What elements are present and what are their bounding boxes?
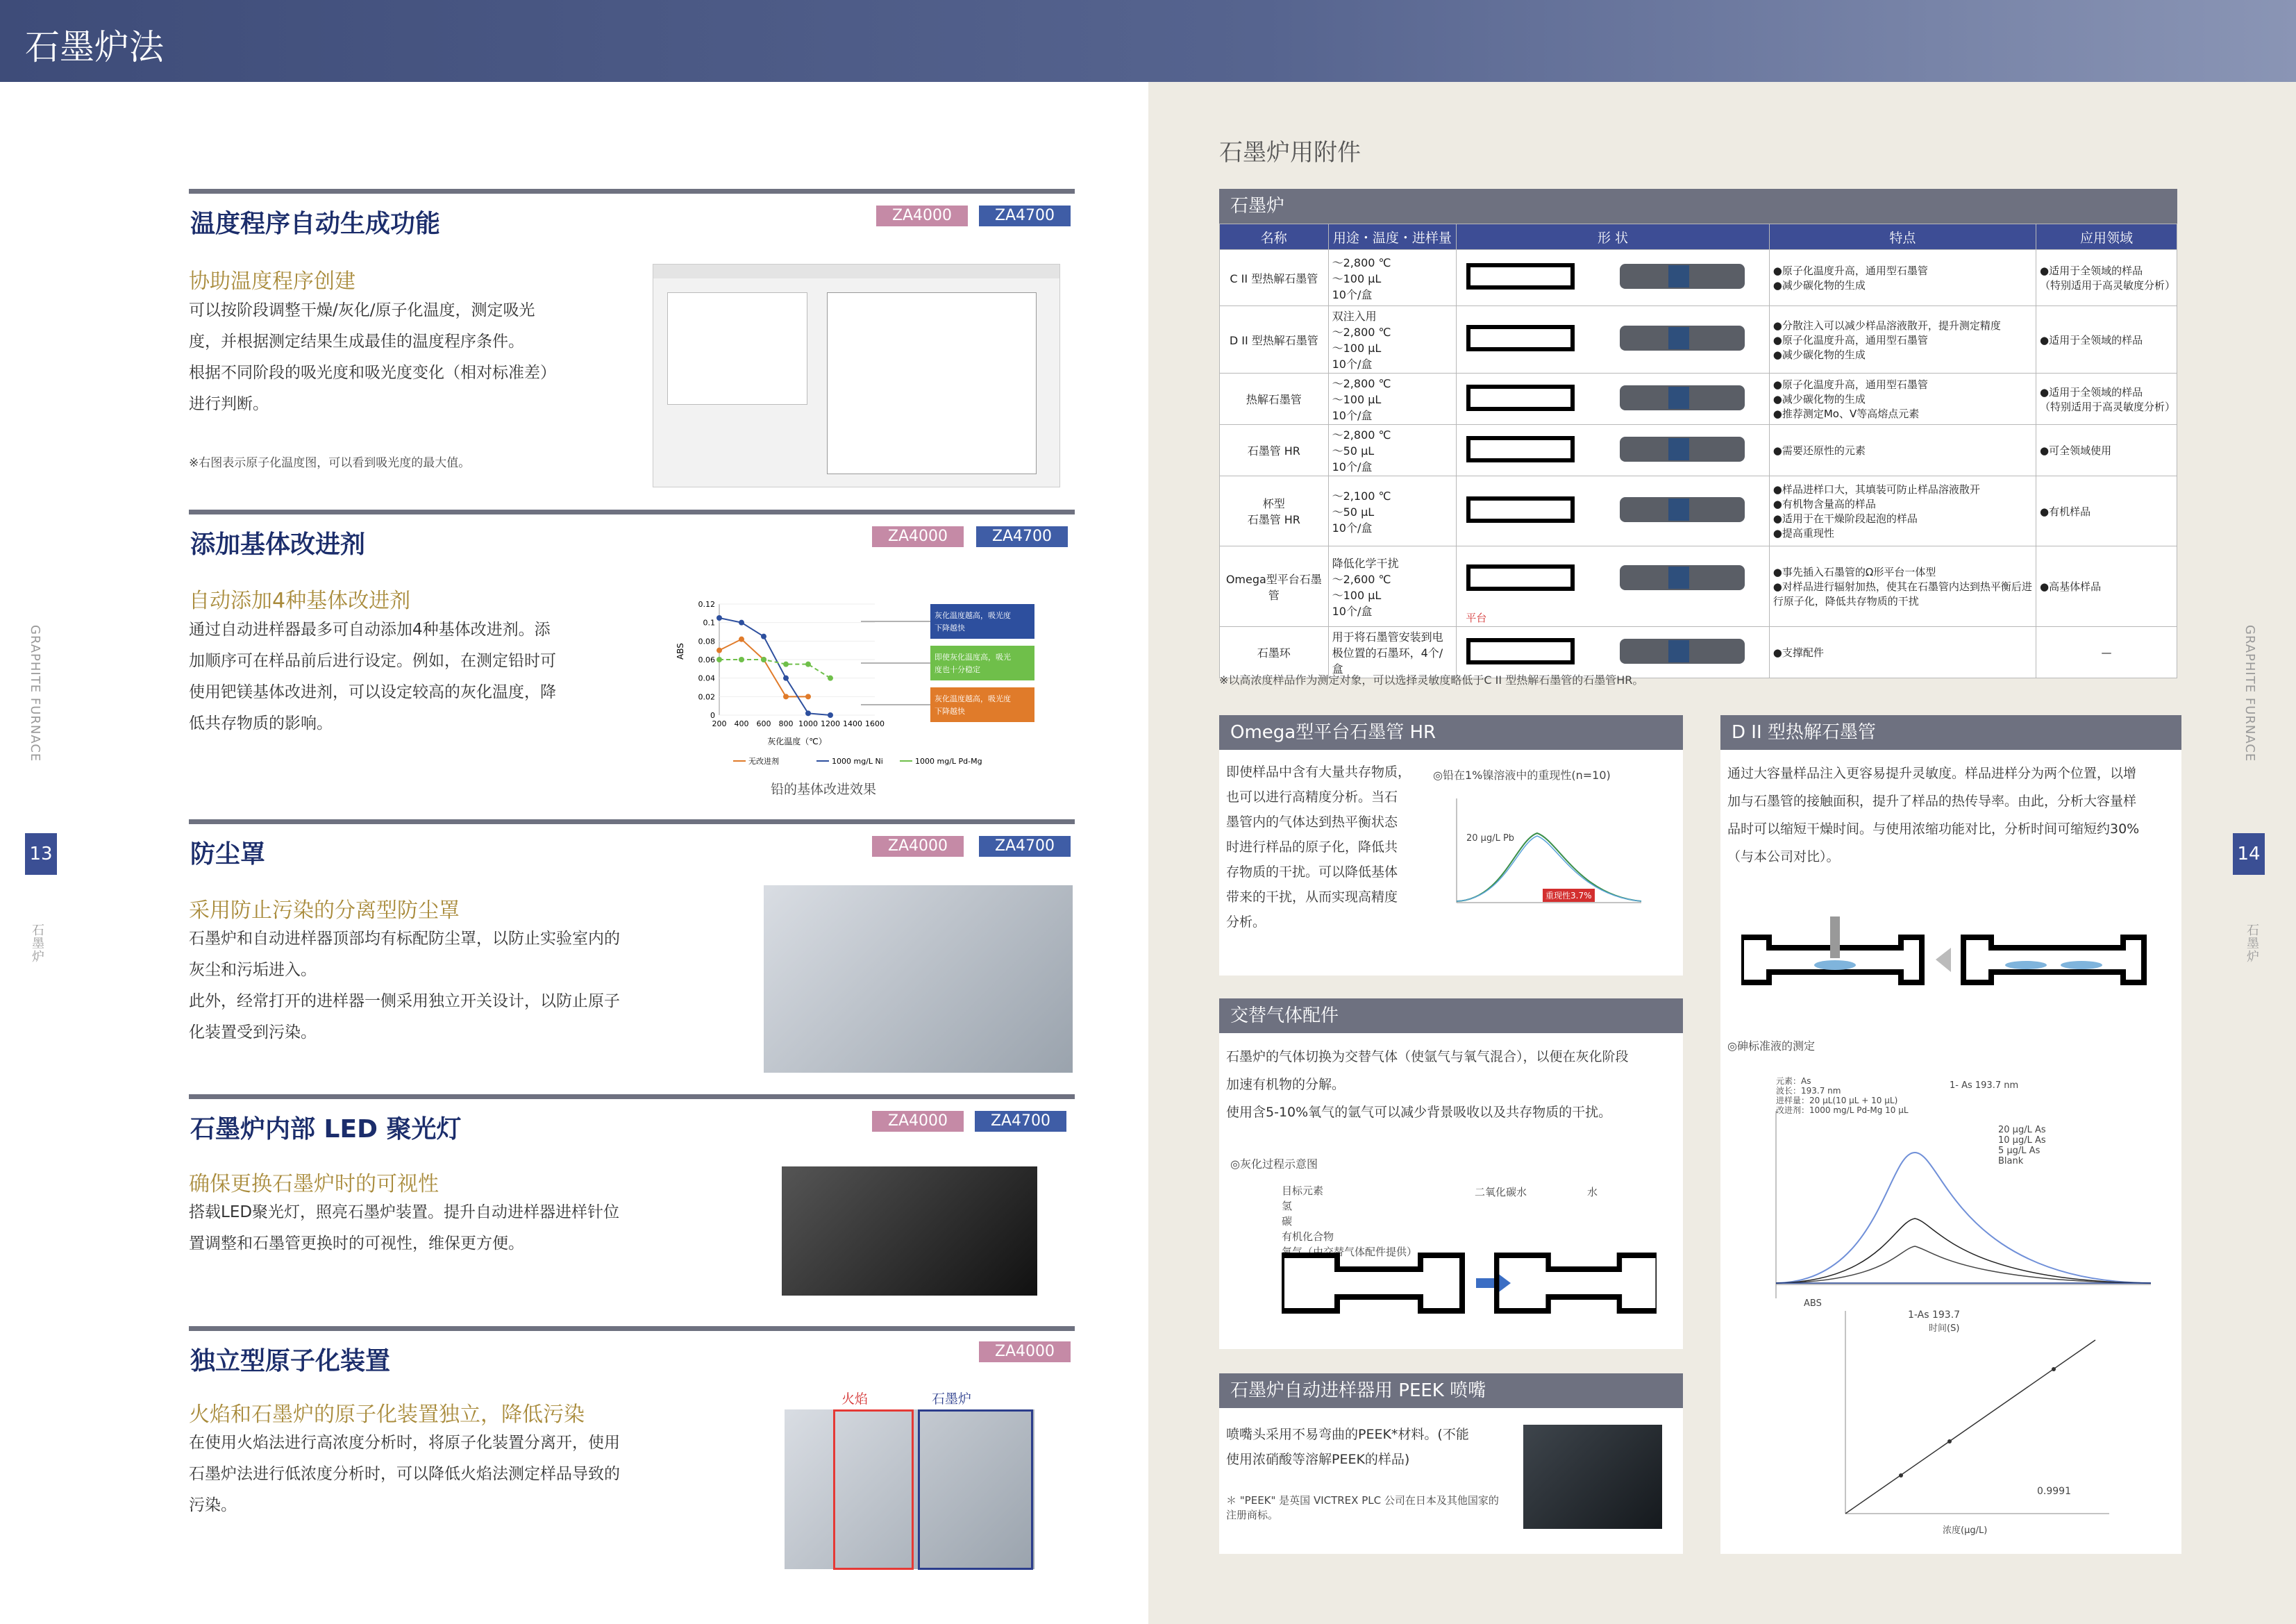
- dii-cal-xlabel: 浓度(μg/L): [1943, 1525, 1988, 1536]
- data-point: [761, 657, 766, 662]
- dii-calibration-chart: [1804, 1305, 2109, 1541]
- dust-cover-photo: [764, 885, 1073, 1073]
- atomizer-photo: [785, 1409, 1034, 1569]
- omega-panel-head: Omega型平台石墨管 HR: [1219, 715, 1683, 750]
- peek-panel-head: 石墨炉自动进样器用 PEEK 喷嘴: [1219, 1373, 1683, 1408]
- x-tick-label: 800: [778, 719, 794, 728]
- section-subhead: 协助温度程序创建: [189, 269, 355, 294]
- callout-text: 即使灰化温度高，吸光: [935, 653, 1011, 662]
- col-header: 用途・温度・进样量: [1328, 224, 1457, 250]
- col-header: 特点: [1769, 224, 2036, 250]
- x-tick-label: 1200: [821, 719, 840, 728]
- side-text-cn-right: 石墨炉: [2245, 923, 2259, 963]
- series-line: [719, 660, 830, 678]
- callout-text: 下降越快: [935, 623, 965, 633]
- chart-title: 铅的基体改进效果: [771, 782, 877, 797]
- accessory-table: [1219, 224, 2177, 678]
- x-tick-label: 1400: [843, 719, 862, 728]
- callout-text: 下降越快: [935, 707, 965, 716]
- y-tick-label: 0.02: [698, 692, 715, 702]
- side-text-en-right: GRAPHITE FURNACE: [2243, 625, 2257, 762]
- section-body: 石墨炉和自动进样器顶部均有标配防尘罩，以防止实验室内的 灰尘和污垢进入。 此外，经常打开的进样器一侧采用独立开关设计，以防止原子 化装置受到污染。: [189, 930, 620, 1041]
- gas-panel-head: 交替气体配件: [1219, 998, 1683, 1033]
- data-point: [761, 634, 766, 639]
- tube-shape: [1457, 306, 1770, 374]
- omega-badge: 重现性3.7%: [1543, 889, 1595, 902]
- flame-label: 火焰: [841, 1391, 869, 1407]
- omega-legend: 20 μg/L Pb: [1466, 833, 1515, 844]
- col-header: 名称: [1220, 224, 1329, 250]
- model-tag: ZA4700: [976, 526, 1068, 547]
- peek-note: ＊ "PEEK" 是英国 VICTREX PLC 公司在日本及其他国家的注册商标。: [1226, 1494, 1499, 1521]
- section-divider: [189, 1094, 1075, 1099]
- table-caption: 石墨炉: [1219, 189, 2177, 224]
- data-point: [805, 694, 811, 699]
- col-header: 形 状: [1457, 224, 1770, 250]
- legend-label: 无改进剂: [748, 757, 779, 766]
- platform-label: 平台: [1466, 612, 1487, 624]
- model-tag: ZA4000: [979, 1341, 1071, 1362]
- y-axis-label: ABS: [676, 643, 685, 660]
- header-title: 石墨炉法: [25, 27, 164, 67]
- matrix-modifier-chart: [673, 583, 1076, 792]
- table-row: Omega型平台石墨管 降低化学干扰 ～2,600 ℃ ～100 μL 10个/盒 平台 ●事先插入石墨管的Ω形平台一体型 ●对样品进行辐射加热，使其在石墨管内达到热平衡后进行原子化，降低共存物质的干扰 ●高基体样品: [1220, 546, 2177, 627]
- data-point: [783, 662, 789, 667]
- y-tick-label: 0: [710, 711, 715, 720]
- callout-text: 灰化温度越高，吸光度: [935, 694, 1011, 703]
- section-subhead: 火焰和石墨炉的原子化装置独立，降低污染: [189, 1403, 585, 1427]
- data-point: [783, 676, 789, 681]
- table-row: 石墨管 HR ～2,800 ℃ ～50 μL 10个/盒 ●需要还原性的元素 ●可全领域使用: [1220, 425, 2177, 476]
- series-line: [719, 639, 808, 697]
- callout-box: [930, 604, 1034, 639]
- section-subhead: 采用防止污染的分离型防尘罩: [189, 898, 460, 923]
- dii-panel: 通过大容量样品注入更容易提升灵敏度。样品进样分为两个位置，以增 加与石墨管的接触面积，提升了样品的热传导率。由此，分析大容量样 品时可以缩短干燥时间。与使用浓缩功能对比，分析时间可缩短约30% （与本公司对比）。 ◎砷标准液的测定 元素：As 波长：193.7 nm 进样量：20 μL(10 μL + 10 μL) 改进剂：1000 mg/L Pd-Mg 10 μL 1- As 193.7 nm 20 μg/L As 10 μg/L As 5 μg/L As Blank 时间(S) ABS 1-As 193.7 0.9991 浓度(μg/L): [1720, 750, 2181, 1554]
- model-tag: ZA4700: [975, 1111, 1066, 1132]
- x-tick-label: 400: [734, 719, 749, 728]
- callout-text: 度也十分稳定: [935, 665, 980, 674]
- data-point: [717, 657, 722, 662]
- data-point: [783, 694, 789, 699]
- dii-caption: ◎砷标准液的测定: [1727, 1039, 1815, 1053]
- data-point: [717, 615, 722, 621]
- model-tag: ZA4000: [872, 1111, 964, 1132]
- y-tick-label: 0.04: [698, 673, 715, 683]
- x-tick-label: 200: [712, 719, 727, 728]
- page-number-right: 14: [2233, 833, 2265, 875]
- gas-label-water: 水: [1587, 1186, 1598, 1198]
- omega-chart-caption: ◎铅在1%镍溶液中的重现性(n=10): [1433, 769, 1611, 782]
- section-body: 在使用火焰法进行高浓度分析时，将原子化装置分离开，使用 石墨炉法进行低浓度分析时，可以降低火焰法测定样品导致的 污染。: [189, 1434, 620, 1514]
- dii-cal-r: 0.9991: [2037, 1486, 2071, 1497]
- section-title: 防尘罩: [190, 840, 266, 869]
- y-tick-label: 0.08: [698, 637, 715, 646]
- peek-nozzle-photo: [1523, 1425, 1662, 1529]
- page-header: [0, 0, 2296, 82]
- data-point: [828, 712, 833, 718]
- data-point: [739, 657, 744, 662]
- section-subhead: 自动添加4种基体改进剂: [189, 589, 411, 613]
- table-row: C II 型热解石墨管 ～2,800 ℃ ～100 μL 10个/盒 ●原子化温度升高，通用型石墨管 ●减少碳化物的生成 ●适用于全领域的样品 （特别适用于高灵敏度分析）: [1220, 250, 2177, 306]
- table-row: D II 型热解石墨管 双注入用 ～2,800 ℃ ～100 μL 10个/盒 ●分散注入可以减少样品溶液散开，提升测定精度 ●原子化温度升高，通用型石墨管 ●减少碳化物的生成 ●适用于全领域的样品: [1220, 306, 2177, 374]
- model-tag: ZA4700: [979, 836, 1071, 857]
- gas-label-co2: 二氧化碳水: [1475, 1186, 1527, 1198]
- model-tag: ZA4000: [872, 526, 964, 547]
- software-screenshot: [653, 264, 1060, 487]
- legend-label: 1000 mg/L Ni: [832, 757, 883, 766]
- table-footnote: ※以高浓度样品作为测定对象，可以选择灵敏度略低于C II 型热解石墨管的石墨管HR。: [1219, 673, 1644, 687]
- section-divider: [189, 819, 1075, 824]
- legend-label: 1000 mg/L Pd-Mg: [915, 757, 982, 766]
- section-divider: [189, 510, 1075, 514]
- tube-shape: [1457, 627, 1770, 678]
- section-title: 温度程序自动生成功能: [190, 210, 441, 238]
- section-note: ※右图表示原子化温度图，可以看到吸光度的最大值。: [189, 456, 471, 470]
- callout-box: [930, 687, 1034, 722]
- dii-peak-title: 1- As 193.7 nm: [1950, 1080, 2019, 1091]
- dii-peak-legend: 20 μg/L As 10 μg/L As 5 μg/L As Blank: [1998, 1125, 2046, 1166]
- dii-peak-xlabel: 时间(S): [1929, 1323, 1960, 1334]
- y-tick-label: 0.06: [698, 655, 715, 664]
- y-tick-label: 0.1: [703, 618, 715, 628]
- side-text-en-left: GRAPHITE FURNACE: [28, 625, 42, 762]
- dii-peak-chart: [1748, 1111, 2158, 1319]
- data-point: [805, 662, 811, 667]
- data-point: [717, 648, 722, 653]
- section-divider: [189, 189, 1075, 194]
- tube-shape: [1457, 374, 1770, 425]
- data-point: [805, 710, 811, 716]
- accessory-title: 石墨炉用附件: [1219, 139, 1361, 167]
- omega-panel: 即使样品中含有大量共存物质， 也可以进行高精度分析。当石 墨管内的气体达到热平衡状态 时进行样品的原子化，降低共 存物质的干扰。可以降低基体 带来的干扰，从而实现高精度 分析。 ◎铅在1%镍溶液中的重现性(n=10) 20 μg/L Pb 重现性3.7%: [1219, 750, 1683, 976]
- dii-peak-info: 元素：As 波长：193.7 nm 进样量：20 μL(10 μL + 10 μL) 改进剂：1000 mg/L Pd-Mg 10 μL: [1776, 1076, 1909, 1115]
- section-body: 通过自动进样器最多可自动添加4种基体改进剂。添 加顺序可在样品前后进行设定。例如，在测定铅时可 使用钯镁基体改进剂，可以设定较高的灰化温度，降 低共存物质的影响。: [189, 621, 556, 733]
- ashing-diagram: [1282, 1241, 1657, 1339]
- model-tag: ZA4700: [979, 206, 1071, 226]
- dii-tube-diagram: [1741, 916, 2172, 1000]
- gas-panel: 石墨炉的气体切换为交替气体（使氩气与氧气混合），以便在灰化阶段 加速有机物的分解。 使用含5-10%氧气的氩气可以减少背景吸收以及共存物质的干扰。 ◎灰化过程示意图 目标元素 氢 碳 有机化合物 氧气（由交替气体配件提供） 二氧化碳水 水: [1219, 1033, 1683, 1349]
- data-point: [739, 620, 744, 626]
- tube-shape: [1457, 476, 1770, 546]
- callout-box: [930, 646, 1034, 680]
- model-tag: ZA4000: [876, 206, 968, 226]
- section-body: 可以按阶段调整干燥/灰化/原子化温度，测定吸光 度，并根据测定结果生成最佳的温度程序条件。 根据不同阶段的吸光度和吸光度变化（相对标准差） 进行判断。: [189, 301, 556, 413]
- data-point: [828, 676, 833, 681]
- gas-caption: ◎灰化过程示意图: [1230, 1157, 1318, 1171]
- table-row: 石墨环 用于将石墨管安装到电极位置的石墨环，4个/盒 ●支撑配件 —: [1220, 627, 2177, 678]
- peek-panel: 喷嘴头采用不易弯曲的PEEK*材料。(不能 使用浓硝酸等溶解PEEK的样品) ＊ "PEEK" 是英国 VICTREX PLC 公司在日本及其他国家的注册商标。: [1219, 1408, 1683, 1554]
- table-row: 热解石墨管 ～2,800 ℃ ～100 μL 10个/盒 ●原子化温度升高，通用型石墨管 ●减少碳化物的生成 ●推荐测定Mo、V等高熔点元素 ●适用于全领域的样品 （特别适用于高灵敏度分析）: [1220, 374, 2177, 425]
- x-tick-label: 1000: [798, 719, 818, 728]
- furnace-label: 石墨炉: [932, 1391, 972, 1407]
- data-point: [739, 637, 744, 642]
- gas-legend: 目标元素 氢 碳 有机化合物 氧气（由交替气体配件提供）: [1282, 1184, 1418, 1258]
- x-tick-label: 600: [756, 719, 771, 728]
- page-number-left: 13: [25, 833, 57, 875]
- tube-shape: [1457, 250, 1770, 306]
- x-tick-label: 1600: [865, 719, 885, 728]
- dii-abs-label: ABS: [1804, 1298, 1822, 1309]
- dii-cal-title: 1-As 193.7: [1908, 1309, 1961, 1321]
- tube-shape: [1457, 546, 1770, 627]
- callout-text: 灰化温度越高，吸光度: [935, 611, 1011, 620]
- series-line: [719, 618, 830, 715]
- dii-panel-head: D II 型热解石墨管: [1720, 715, 2181, 750]
- table-row: 杯型 石墨管 HR ～2,100 ℃ ～50 μL 10个/盒 ●样品进样口大，其填装可防止样品溶液散开 ●有机物含量高的样品 ●适用于在干燥阶段起泡的样品 ●提高重现性 ●有机样品: [1220, 476, 2177, 546]
- side-text-cn-left: 石墨炉: [30, 923, 44, 963]
- col-header: 应用领域: [2036, 224, 2177, 250]
- y-tick-label: 0.12: [698, 600, 715, 609]
- section-title: 独立型原子化装置: [190, 1347, 391, 1375]
- section-title: 添加基体改进剂: [190, 530, 366, 559]
- tube-shape: [1457, 425, 1770, 476]
- section-body: 搭载LED聚光灯，照亮石墨炉装置。提升自动进样器进样针位 置调整和石墨管更换时的可视性，维保更方便。: [189, 1203, 620, 1253]
- section-subhead: 确保更换石墨炉时的可视性: [189, 1172, 439, 1196]
- x-axis-label: 灰化温度（℃）: [767, 737, 827, 746]
- section-title: 石墨炉内部 LED 聚光灯: [190, 1115, 462, 1144]
- led-light-photo: [782, 1166, 1037, 1296]
- section-divider: [189, 1326, 1075, 1331]
- model-tag: ZA4000: [872, 836, 964, 857]
